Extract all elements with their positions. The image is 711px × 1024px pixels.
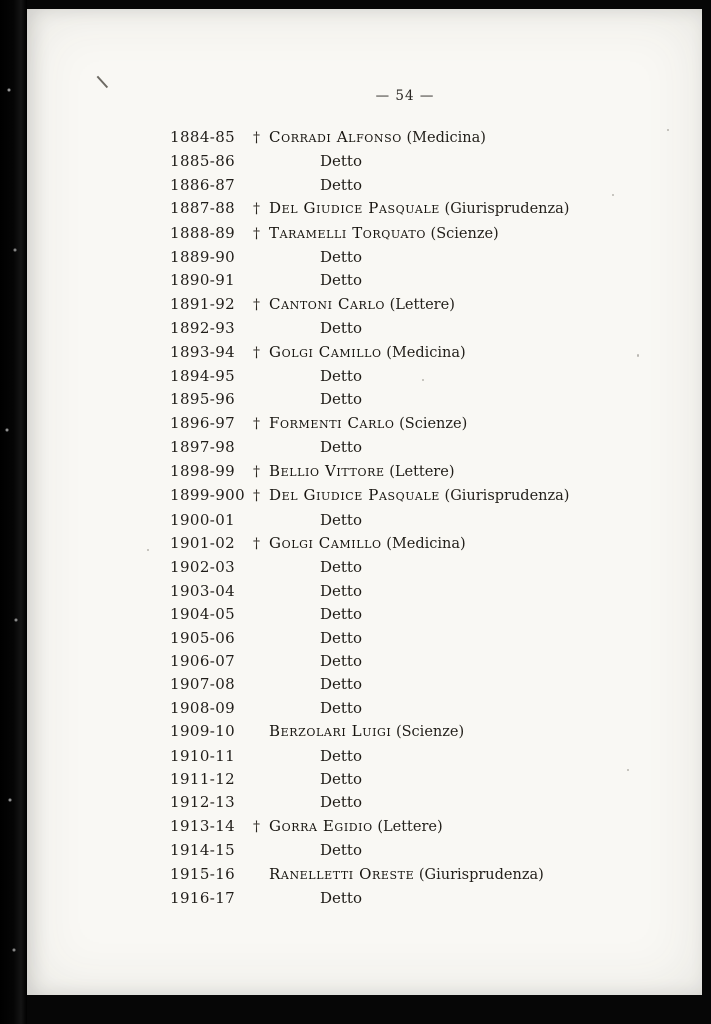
binding-edge — [0, 0, 27, 1024]
year-range: 1907-08 — [170, 675, 236, 694]
detto-label: Detto — [320, 769, 362, 788]
year-range: 1895-96 — [170, 390, 236, 409]
year-range: 1899-900 — [170, 486, 246, 505]
list-item — [170, 317, 640, 340]
list-item — [170, 365, 640, 388]
list-item — [170, 246, 640, 269]
rector-name — [269, 412, 467, 436]
list-item — [170, 580, 640, 603]
dagger-symbol: † — [253, 344, 260, 361]
year-range: 1904-05 — [170, 605, 236, 624]
detto-label: Detto — [320, 152, 362, 171]
year-range: 1913-14 — [170, 816, 236, 835]
detto-label: Detto — [320, 175, 362, 194]
detto-label: Detto — [320, 319, 362, 338]
year-range: 1892-93 — [170, 319, 236, 338]
year-range: 1902-03 — [170, 558, 236, 577]
year-range: 1897-98 — [170, 438, 236, 457]
list-item — [170, 174, 640, 197]
rector-name-text: Ranelletti Oreste — [269, 864, 415, 883]
list-item — [170, 460, 640, 484]
list-item — [170, 791, 640, 814]
rector-name-text: Gorra Egidio — [269, 816, 373, 835]
faculty-label: (Giurisprudenza) — [439, 488, 570, 505]
list-item — [170, 293, 640, 317]
detto-label: Detto — [320, 510, 362, 529]
faculty-label: (Giurisprudenza) — [439, 201, 570, 218]
rector-name — [269, 532, 466, 556]
list-item — [170, 388, 640, 411]
faculty-label: (Scienze) — [391, 724, 465, 741]
year-range: 1916-17 — [170, 889, 236, 907]
detto-label: Detto — [320, 651, 362, 670]
rector-name — [269, 484, 569, 508]
list-item — [170, 673, 640, 696]
rector-name — [269, 126, 486, 150]
list-item — [170, 341, 640, 365]
dagger-symbol: † — [253, 415, 260, 432]
stray-pen-mark — [97, 76, 108, 88]
year-range: 1886-87 — [170, 175, 236, 194]
page-paper — [27, 9, 702, 995]
list-item — [170, 603, 640, 626]
year-range: 1903-04 — [170, 581, 236, 600]
dagger-symbol: † — [253, 463, 260, 480]
year-range: 1912-13 — [170, 793, 236, 812]
rector-name-text: Taramelli Torquato — [269, 223, 426, 242]
scan-speck — [667, 129, 669, 131]
list-item — [170, 269, 640, 292]
year-range: 1898-99 — [170, 461, 236, 480]
page-number: — 54 — — [375, 88, 435, 104]
list-item — [170, 532, 640, 556]
dagger-symbol: † — [253, 488, 260, 505]
list-item — [170, 745, 640, 768]
year-range: 1910-11 — [170, 746, 236, 765]
year-range: 1887-88 — [170, 199, 236, 218]
year-range: 1893-94 — [170, 342, 236, 361]
detto-label: Detto — [320, 248, 362, 267]
detto-label: Detto — [320, 605, 362, 624]
rector-name-text: Del Giudice Pasquale — [269, 486, 440, 505]
rector-name — [269, 720, 464, 744]
rector-name-text: Cantoni Carlo — [269, 294, 385, 313]
list-item — [170, 509, 640, 532]
rector-name-text: Golgi Camillo — [269, 533, 382, 552]
faculty-label: (Scienze) — [394, 415, 468, 432]
detto-label: Detto — [320, 698, 362, 717]
list-item — [170, 650, 640, 673]
list-item — [170, 768, 640, 791]
year-range: 1891-92 — [170, 294, 236, 313]
detto-label: Detto — [320, 675, 362, 694]
text-block — [170, 88, 640, 910]
year-range: 1890-91 — [170, 271, 236, 290]
list-item — [170, 412, 640, 436]
faculty-label: (Scienze) — [425, 225, 499, 242]
year-range: 1900-01 — [170, 510, 236, 529]
rector-name-text: Golgi Camillo — [269, 342, 382, 361]
rector-name-text: Berzolari Luigi — [269, 722, 392, 741]
faculty-label: (Medicina) — [381, 344, 466, 361]
rector-name — [269, 815, 443, 839]
rector-name — [269, 341, 466, 365]
detto-label: Detto — [320, 889, 362, 907]
detto-label: Detto — [320, 628, 362, 647]
faculty-label: (Lettere) — [384, 296, 455, 313]
year-range: 1908-09 — [170, 698, 236, 717]
rector-name — [269, 222, 499, 246]
dagger-symbol: † — [253, 225, 260, 242]
detto-label: Detto — [320, 438, 362, 457]
year-range: 1915-16 — [170, 864, 236, 883]
detto-label: Detto — [320, 793, 362, 812]
list-item — [170, 197, 640, 221]
year-range: 1911-12 — [170, 769, 236, 788]
dagger-symbol: † — [253, 296, 260, 313]
year-range: 1888-89 — [170, 223, 236, 242]
year-range: 1914-15 — [170, 841, 236, 860]
list-item — [170, 839, 640, 862]
list-item — [170, 887, 640, 910]
rector-name — [269, 460, 454, 484]
detto-label: Detto — [320, 367, 362, 386]
list-item — [170, 484, 640, 508]
dagger-symbol: † — [253, 130, 260, 146]
detto-label: Detto — [320, 841, 362, 860]
year-range: 1901-02 — [170, 533, 236, 552]
detto-label: Detto — [320, 581, 362, 600]
list-item — [170, 436, 640, 459]
rector-name-text: Corradi Alfonso — [269, 128, 402, 146]
year-range: 1896-97 — [170, 413, 236, 432]
year-range: 1884-85 — [170, 128, 236, 146]
list-item — [170, 697, 640, 720]
faculty-label: (Medicina) — [381, 535, 466, 552]
detto-label: Detto — [320, 558, 362, 577]
rector-name — [269, 197, 569, 221]
faculty-label: (Lettere) — [372, 818, 443, 835]
scan-speck — [147, 549, 149, 551]
list-item — [170, 863, 640, 887]
list-item — [170, 627, 640, 650]
detto-label: Detto — [320, 271, 362, 290]
faculty-label: (Giurisprudenza) — [414, 866, 544, 883]
rectors-list — [170, 126, 640, 910]
dagger-symbol: † — [253, 201, 260, 218]
detto-label: Detto — [320, 746, 362, 765]
list-item — [170, 150, 640, 173]
list-item — [170, 720, 640, 744]
year-range: 1894-95 — [170, 367, 236, 386]
detto-label: Detto — [320, 390, 362, 409]
year-range: 1905-06 — [170, 628, 236, 647]
year-range: 1909-10 — [170, 722, 236, 741]
year-range: 1906-07 — [170, 651, 236, 670]
list-item — [170, 126, 640, 150]
list-item — [170, 222, 640, 246]
rector-name — [269, 293, 455, 317]
year-range: 1885-86 — [170, 152, 236, 171]
dagger-symbol: † — [253, 535, 260, 552]
faculty-label: (Lettere) — [384, 463, 455, 480]
year-range: 1889-90 — [170, 248, 236, 267]
rector-name-text: Del Giudice Pasquale — [269, 199, 440, 218]
list-item — [170, 556, 640, 579]
rector-name-text: Formenti Carlo — [269, 413, 395, 432]
rector-name-text: Bellio Vittore — [269, 461, 385, 480]
rector-name — [269, 863, 544, 887]
dagger-symbol: † — [253, 818, 260, 835]
list-item — [170, 815, 640, 839]
faculty-label: (Medicina) — [401, 130, 486, 146]
